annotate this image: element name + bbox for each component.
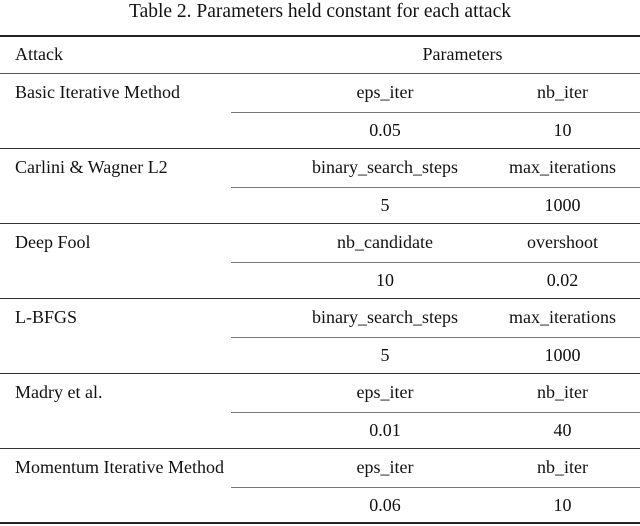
- header-parameters: Parameters: [422, 44, 503, 64]
- param-value: 10: [376, 270, 394, 290]
- param-value: 0.02: [546, 270, 579, 290]
- attack-row: [0, 224, 640, 261]
- param-value: 5: [380, 195, 390, 215]
- param-name: nb_iter: [537, 82, 588, 102]
- attack-row: [0, 449, 640, 486]
- attack-name: Momentum Iterative Method: [15, 457, 224, 477]
- param-value: 10: [553, 120, 572, 140]
- bottom-rule: [0, 522, 640, 524]
- value-row: [0, 487, 640, 524]
- attack-row: [0, 299, 640, 336]
- param-name: nb_iter: [537, 382, 588, 402]
- value-row: [0, 337, 640, 374]
- param-name: eps_iter: [356, 457, 414, 477]
- param-value: 0.01: [369, 420, 401, 440]
- value-row: [0, 412, 640, 449]
- attack-name: Madry et al.: [15, 382, 103, 402]
- param-value: 40: [553, 420, 572, 440]
- value-row: [0, 262, 640, 299]
- param-value: 10: [553, 495, 572, 515]
- param-name: nb_iter: [537, 457, 588, 477]
- header-row: [0, 36, 640, 73]
- param-name: nb_candidate: [337, 232, 433, 252]
- attack-row: [0, 149, 640, 186]
- attack-name: L-BFGS: [15, 307, 78, 327]
- param-name: binary_search_steps: [312, 307, 458, 327]
- param-value: 0.06: [369, 495, 401, 515]
- param-name: overshoot: [527, 232, 598, 252]
- param-name: eps_iter: [356, 382, 414, 402]
- param-name: eps_iter: [356, 82, 414, 102]
- attack-name: Carlini & Wagner L2: [15, 157, 168, 177]
- param-value: 5: [380, 345, 390, 365]
- param-name: max_iterations: [509, 157, 616, 177]
- param-value: 1000: [544, 195, 581, 215]
- header-attack: Attack: [15, 44, 63, 64]
- param-value: 0.05: [369, 120, 401, 140]
- param-name: binary_search_steps: [312, 157, 458, 177]
- param-value: 1000: [544, 345, 581, 365]
- attack-name: Deep Fool: [15, 232, 91, 252]
- param-name: max_iterations: [509, 307, 616, 327]
- value-row: [0, 187, 640, 224]
- value-row: [0, 112, 640, 149]
- attack-row: [0, 74, 640, 111]
- table-caption: Table 2. Parameters held constant for each attack: [129, 1, 511, 22]
- attack-name: Basic Iterative Method: [15, 82, 180, 102]
- attack-row: [0, 374, 640, 411]
